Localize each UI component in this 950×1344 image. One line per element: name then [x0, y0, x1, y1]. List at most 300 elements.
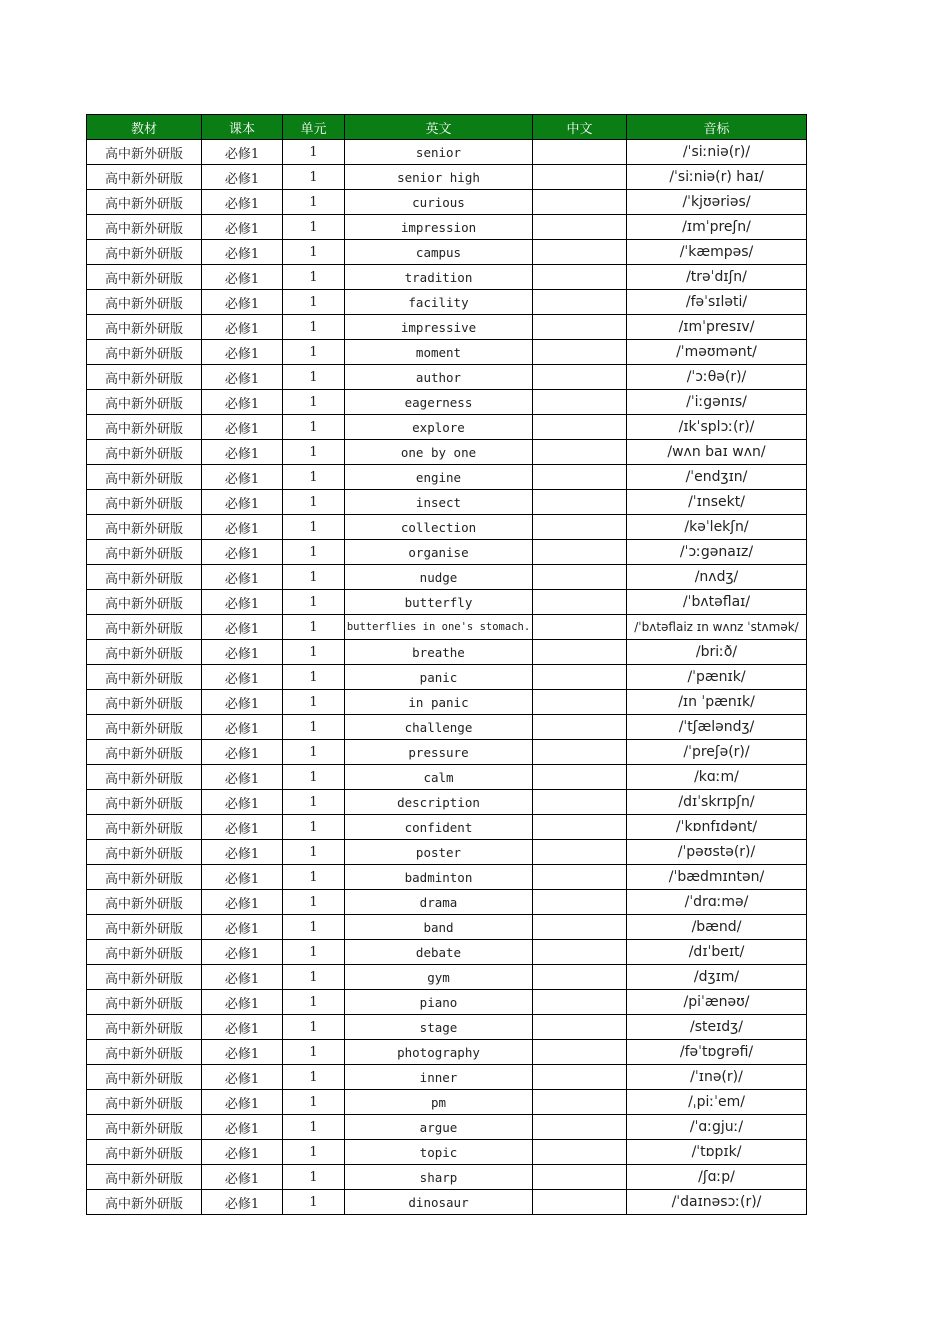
- cell-textbook: 高中新外研版: [87, 290, 202, 315]
- cell-textbook: 高中新外研版: [87, 240, 202, 265]
- cell-unit: 1: [283, 465, 345, 490]
- table-row: [87, 515, 807, 540]
- table-row: [87, 490, 807, 515]
- cell-unit: 1: [283, 690, 345, 715]
- cell-phonetic: /ˈɪnə(r)/: [627, 1065, 807, 1090]
- cell-textbook: 高中新外研版: [87, 565, 202, 590]
- table-row: [87, 1190, 807, 1215]
- cell-textbook: 高中新外研版: [87, 1165, 202, 1190]
- cell-course: 必修1: [202, 365, 283, 390]
- table-header: [87, 115, 807, 140]
- cell-english: butterflies in one's stomach.: [345, 615, 533, 640]
- cell-textbook: 高中新外研版: [87, 190, 202, 215]
- cell-textbook: 高中新外研版: [87, 465, 202, 490]
- cell-english: senior high: [345, 165, 533, 190]
- cell-chinese: [533, 615, 627, 640]
- cell-unit: 1: [283, 140, 345, 165]
- cell-unit: 1: [283, 715, 345, 740]
- cell-english: band: [345, 915, 533, 940]
- cell-english: inner: [345, 1065, 533, 1090]
- cell-course: 必修1: [202, 515, 283, 540]
- cell-course: 必修1: [202, 690, 283, 715]
- cell-english: author: [345, 365, 533, 390]
- cell-chinese: [533, 915, 627, 940]
- cell-unit: 1: [283, 940, 345, 965]
- cell-unit: 1: [283, 765, 345, 790]
- cell-chinese: [533, 240, 627, 265]
- column-header-course: 课本: [202, 115, 283, 140]
- cell-english: stage: [345, 1015, 533, 1040]
- cell-chinese: [533, 840, 627, 865]
- cell-textbook: 高中新外研版: [87, 615, 202, 640]
- cell-course: 必修1: [202, 990, 283, 1015]
- cell-course: 必修1: [202, 440, 283, 465]
- cell-unit: 1: [283, 840, 345, 865]
- table-row: [87, 215, 807, 240]
- cell-phonetic: /ˈbʌtəflaɪ/: [627, 590, 807, 615]
- cell-english: badminton: [345, 865, 533, 890]
- cell-phonetic: /ɪkˈsplɔː(r)/: [627, 415, 807, 440]
- cell-unit: 1: [283, 815, 345, 840]
- cell-unit: 1: [283, 740, 345, 765]
- cell-chinese: [533, 815, 627, 840]
- table-row: [87, 240, 807, 265]
- cell-chinese: [533, 190, 627, 215]
- cell-unit: 1: [283, 615, 345, 640]
- cell-english: debate: [345, 940, 533, 965]
- cell-textbook: 高中新外研版: [87, 1140, 202, 1165]
- table-row: [87, 1140, 807, 1165]
- cell-textbook: 高中新外研版: [87, 490, 202, 515]
- table-row: [87, 765, 807, 790]
- cell-chinese: [533, 1065, 627, 1090]
- cell-unit: 1: [283, 865, 345, 890]
- cell-unit: 1: [283, 915, 345, 940]
- cell-chinese: [533, 440, 627, 465]
- cell-chinese: [533, 215, 627, 240]
- cell-english: nudge: [345, 565, 533, 590]
- table-row: [87, 290, 807, 315]
- cell-english: tradition: [345, 265, 533, 290]
- cell-course: 必修1: [202, 815, 283, 840]
- cell-textbook: 高中新外研版: [87, 665, 202, 690]
- cell-course: 必修1: [202, 190, 283, 215]
- cell-phonetic: /dɪˈbeɪt/: [627, 940, 807, 965]
- cell-textbook: 高中新外研版: [87, 540, 202, 565]
- cell-textbook: 高中新外研版: [87, 915, 202, 940]
- cell-english: engine: [345, 465, 533, 490]
- cell-phonetic: /fəˈtɒgrəfi/: [627, 1040, 807, 1065]
- table-row: [87, 165, 807, 190]
- cell-course: 必修1: [202, 590, 283, 615]
- cell-textbook: 高中新外研版: [87, 515, 202, 540]
- cell-textbook: 高中新外研版: [87, 1090, 202, 1115]
- cell-textbook: 高中新外研版: [87, 265, 202, 290]
- cell-english: explore: [345, 415, 533, 440]
- cell-course: 必修1: [202, 565, 283, 590]
- cell-phonetic: /ˈkæmpəs/: [627, 240, 807, 265]
- cell-chinese: [533, 740, 627, 765]
- cell-course: 必修1: [202, 215, 283, 240]
- cell-textbook: 高中新外研版: [87, 965, 202, 990]
- cell-unit: 1: [283, 890, 345, 915]
- cell-unit: 1: [283, 565, 345, 590]
- table-row: [87, 265, 807, 290]
- cell-textbook: 高中新外研版: [87, 840, 202, 865]
- cell-chinese: [533, 515, 627, 540]
- cell-english: senior: [345, 140, 533, 165]
- cell-chinese: [533, 965, 627, 990]
- cell-phonetic: /ˈpəʊstə(r)/: [627, 840, 807, 865]
- table-row: [87, 1015, 807, 1040]
- cell-phonetic: /ˈpreʃə(r)/: [627, 740, 807, 765]
- table-row: [87, 990, 807, 1015]
- cell-english: in panic: [345, 690, 533, 715]
- cell-course: 必修1: [202, 265, 283, 290]
- cell-course: 必修1: [202, 615, 283, 640]
- cell-chinese: [533, 790, 627, 815]
- cell-english: butterfly: [345, 590, 533, 615]
- cell-english: breathe: [345, 640, 533, 665]
- cell-phonetic: /ˈɔːθə(r)/: [627, 365, 807, 390]
- cell-course: 必修1: [202, 540, 283, 565]
- cell-phonetic: /ˈɪnsekt/: [627, 490, 807, 515]
- table-row: [87, 865, 807, 890]
- table-row: [87, 840, 807, 865]
- table-row: [87, 790, 807, 815]
- cell-unit: 1: [283, 1165, 345, 1190]
- header-row: [87, 115, 807, 140]
- cell-phonetic: /ˈpænɪk/: [627, 665, 807, 690]
- cell-chinese: [533, 715, 627, 740]
- table-row: [87, 940, 807, 965]
- cell-phonetic: /ˈdrɑːmə/: [627, 890, 807, 915]
- cell-unit: 1: [283, 665, 345, 690]
- cell-chinese: [533, 765, 627, 790]
- cell-chinese: [533, 665, 627, 690]
- cell-unit: 1: [283, 265, 345, 290]
- cell-course: 必修1: [202, 1115, 283, 1140]
- cell-course: 必修1: [202, 415, 283, 440]
- cell-unit: 1: [283, 340, 345, 365]
- cell-unit: 1: [283, 1140, 345, 1165]
- cell-unit: 1: [283, 1040, 345, 1065]
- cell-chinese: [533, 365, 627, 390]
- cell-course: 必修1: [202, 915, 283, 940]
- cell-course: 必修1: [202, 315, 283, 340]
- cell-course: 必修1: [202, 765, 283, 790]
- table-row: [87, 615, 807, 640]
- table-row: [87, 690, 807, 715]
- cell-phonetic: /dɪˈskrɪpʃn/: [627, 790, 807, 815]
- table-row: [87, 340, 807, 365]
- cell-unit: 1: [283, 415, 345, 440]
- cell-phonetic: /wʌn baɪ wʌn/: [627, 440, 807, 465]
- cell-course: 必修1: [202, 640, 283, 665]
- cell-course: 必修1: [202, 390, 283, 415]
- cell-phonetic: /ˈdaɪnəsɔː(r)/: [627, 1190, 807, 1215]
- cell-english: facility: [345, 290, 533, 315]
- cell-course: 必修1: [202, 1090, 283, 1115]
- cell-chinese: [533, 890, 627, 915]
- cell-phonetic: /briːð/: [627, 640, 807, 665]
- table-row: [87, 715, 807, 740]
- cell-unit: 1: [283, 590, 345, 615]
- cell-chinese: [533, 1115, 627, 1140]
- cell-textbook: 高中新外研版: [87, 715, 202, 740]
- cell-textbook: 高中新外研版: [87, 590, 202, 615]
- cell-course: 必修1: [202, 1190, 283, 1215]
- cell-chinese: [533, 1090, 627, 1115]
- table-row: [87, 315, 807, 340]
- cell-textbook: 高中新外研版: [87, 1040, 202, 1065]
- cell-phonetic: /ɪmˈpresɪv/: [627, 315, 807, 340]
- cell-textbook: 高中新外研版: [87, 165, 202, 190]
- cell-english: piano: [345, 990, 533, 1015]
- cell-unit: 1: [283, 490, 345, 515]
- cell-english: gym: [345, 965, 533, 990]
- cell-course: 必修1: [202, 1065, 283, 1090]
- cell-chinese: [533, 140, 627, 165]
- cell-english: collection: [345, 515, 533, 540]
- table-row: [87, 440, 807, 465]
- cell-chinese: [533, 340, 627, 365]
- table-body: [87, 140, 807, 1215]
- cell-chinese: [533, 165, 627, 190]
- cell-course: 必修1: [202, 715, 283, 740]
- table-row: [87, 890, 807, 915]
- cell-chinese: [533, 590, 627, 615]
- table-row: [87, 365, 807, 390]
- cell-chinese: [533, 990, 627, 1015]
- cell-unit: 1: [283, 190, 345, 215]
- cell-phonetic: /ˈməʊmənt/: [627, 340, 807, 365]
- cell-english: dinosaur: [345, 1190, 533, 1215]
- table-row: [87, 390, 807, 415]
- cell-unit: 1: [283, 640, 345, 665]
- cell-phonetic: /fəˈsɪləti/: [627, 290, 807, 315]
- cell-textbook: 高中新外研版: [87, 1115, 202, 1140]
- cell-unit: 1: [283, 315, 345, 340]
- cell-course: 必修1: [202, 1140, 283, 1165]
- cell-chinese: [533, 565, 627, 590]
- cell-textbook: 高中新外研版: [87, 865, 202, 890]
- cell-chinese: [533, 690, 627, 715]
- cell-unit: 1: [283, 440, 345, 465]
- cell-chinese: [533, 1190, 627, 1215]
- column-header-phonetic: 音标: [627, 115, 807, 140]
- cell-phonetic: /ˈtɒpɪk/: [627, 1140, 807, 1165]
- cell-unit: 1: [283, 215, 345, 240]
- cell-english: campus: [345, 240, 533, 265]
- cell-unit: 1: [283, 540, 345, 565]
- cell-phonetic: /ˈbædmɪntən/: [627, 865, 807, 890]
- cell-chinese: [533, 865, 627, 890]
- cell-textbook: 高中新外研版: [87, 215, 202, 240]
- cell-textbook: 高中新外研版: [87, 940, 202, 965]
- cell-english: topic: [345, 1140, 533, 1165]
- cell-chinese: [533, 1040, 627, 1065]
- column-header-unit: 单元: [283, 115, 345, 140]
- cell-phonetic: /ˈkɒnfɪdənt/: [627, 815, 807, 840]
- cell-phonetic: /ʃɑːp/: [627, 1165, 807, 1190]
- table-row: [87, 1040, 807, 1065]
- cell-english: curious: [345, 190, 533, 215]
- cell-course: 必修1: [202, 140, 283, 165]
- cell-chinese: [533, 540, 627, 565]
- column-header-chinese: 中文: [533, 115, 627, 140]
- cell-phonetic: /ˈendʒɪn/: [627, 465, 807, 490]
- cell-unit: 1: [283, 790, 345, 815]
- cell-phonetic: /steɪdʒ/: [627, 1015, 807, 1040]
- cell-phonetic: /ˈsiːniə(r) haɪ/: [627, 165, 807, 190]
- cell-english: calm: [345, 765, 533, 790]
- table-row: [87, 190, 807, 215]
- cell-textbook: 高中新外研版: [87, 140, 202, 165]
- table-row: [87, 1115, 807, 1140]
- cell-textbook: 高中新外研版: [87, 340, 202, 365]
- column-header-textbook: 教材: [87, 115, 202, 140]
- table-row: [87, 740, 807, 765]
- cell-unit: 1: [283, 1190, 345, 1215]
- cell-textbook: 高中新外研版: [87, 740, 202, 765]
- cell-course: 必修1: [202, 1165, 283, 1190]
- table-row: [87, 540, 807, 565]
- cell-phonetic: /dʒɪm/: [627, 965, 807, 990]
- cell-textbook: 高中新外研版: [87, 415, 202, 440]
- cell-english: organise: [345, 540, 533, 565]
- cell-textbook: 高中新外研版: [87, 365, 202, 390]
- cell-phonetic: /ˈbʌtəflaiz ɪn wʌnz ˈstʌmək/: [627, 615, 807, 640]
- cell-phonetic: /ˈkjʊəriəs/: [627, 190, 807, 215]
- cell-course: 必修1: [202, 865, 283, 890]
- cell-phonetic: /piˈænəʊ/: [627, 990, 807, 1015]
- cell-textbook: 高中新外研版: [87, 1065, 202, 1090]
- cell-course: 必修1: [202, 1040, 283, 1065]
- cell-unit: 1: [283, 165, 345, 190]
- cell-english: photography: [345, 1040, 533, 1065]
- table-row: [87, 1065, 807, 1090]
- cell-textbook: 高中新外研版: [87, 765, 202, 790]
- cell-course: 必修1: [202, 165, 283, 190]
- cell-phonetic: /kəˈlekʃn/: [627, 515, 807, 540]
- cell-textbook: 高中新外研版: [87, 1015, 202, 1040]
- table-row: [87, 465, 807, 490]
- cell-course: 必修1: [202, 290, 283, 315]
- cell-course: 必修1: [202, 965, 283, 990]
- cell-unit: 1: [283, 1090, 345, 1115]
- cell-textbook: 高中新外研版: [87, 990, 202, 1015]
- table-row: [87, 1165, 807, 1190]
- cell-textbook: 高中新外研版: [87, 315, 202, 340]
- cell-textbook: 高中新外研版: [87, 890, 202, 915]
- cell-phonetic: /ˈɔːgənaɪz/: [627, 540, 807, 565]
- cell-unit: 1: [283, 965, 345, 990]
- cell-textbook: 高中新外研版: [87, 390, 202, 415]
- cell-unit: 1: [283, 290, 345, 315]
- cell-course: 必修1: [202, 490, 283, 515]
- cell-course: 必修1: [202, 340, 283, 365]
- cell-course: 必修1: [202, 240, 283, 265]
- cell-phonetic: /trəˈdɪʃn/: [627, 265, 807, 290]
- cell-phonetic: /ˌpiːˈem/: [627, 1090, 807, 1115]
- cell-chinese: [533, 265, 627, 290]
- cell-english: argue: [345, 1115, 533, 1140]
- cell-chinese: [533, 290, 627, 315]
- cell-english: pressure: [345, 740, 533, 765]
- cell-phonetic: /ˈiːgənɪs/: [627, 390, 807, 415]
- cell-phonetic: /ˈsiːniə(r)/: [627, 140, 807, 165]
- cell-english: moment: [345, 340, 533, 365]
- cell-phonetic: /ɪn ˈpænɪk/: [627, 690, 807, 715]
- cell-english: confident: [345, 815, 533, 840]
- cell-course: 必修1: [202, 740, 283, 765]
- vocabulary-table: [86, 114, 807, 1215]
- cell-english: challenge: [345, 715, 533, 740]
- cell-chinese: [533, 490, 627, 515]
- cell-unit: 1: [283, 240, 345, 265]
- cell-english: sharp: [345, 1165, 533, 1190]
- cell-chinese: [533, 940, 627, 965]
- cell-textbook: 高中新外研版: [87, 440, 202, 465]
- table-row: [87, 915, 807, 940]
- table-row: [87, 140, 807, 165]
- table-row: [87, 590, 807, 615]
- cell-english: description: [345, 790, 533, 815]
- cell-chinese: [533, 1015, 627, 1040]
- cell-english: one by one: [345, 440, 533, 465]
- cell-course: 必修1: [202, 465, 283, 490]
- cell-textbook: 高中新外研版: [87, 640, 202, 665]
- table-row: [87, 415, 807, 440]
- cell-english: impressive: [345, 315, 533, 340]
- cell-english: impression: [345, 215, 533, 240]
- cell-phonetic: /ˈɑːgjuː/: [627, 1115, 807, 1140]
- cell-phonetic: /nʌdʒ/: [627, 565, 807, 590]
- table-row: [87, 815, 807, 840]
- cell-unit: 1: [283, 390, 345, 415]
- cell-chinese: [533, 315, 627, 340]
- cell-course: 必修1: [202, 940, 283, 965]
- table-row: [87, 965, 807, 990]
- cell-english: insect: [345, 490, 533, 515]
- cell-english: panic: [345, 665, 533, 690]
- table-row: [87, 640, 807, 665]
- cell-chinese: [533, 640, 627, 665]
- cell-course: 必修1: [202, 840, 283, 865]
- cell-chinese: [533, 1165, 627, 1190]
- cell-phonetic: /kɑːm/: [627, 765, 807, 790]
- column-header-english: 英文: [345, 115, 533, 140]
- cell-phonetic: /ɪmˈpreʃn/: [627, 215, 807, 240]
- table-row: [87, 565, 807, 590]
- table-row: [87, 665, 807, 690]
- cell-textbook: 高中新外研版: [87, 1190, 202, 1215]
- cell-unit: 1: [283, 515, 345, 540]
- cell-course: 必修1: [202, 890, 283, 915]
- cell-english: eagerness: [345, 390, 533, 415]
- cell-chinese: [533, 415, 627, 440]
- cell-phonetic: /bænd/: [627, 915, 807, 940]
- cell-english: drama: [345, 890, 533, 915]
- cell-course: 必修1: [202, 1015, 283, 1040]
- cell-chinese: [533, 465, 627, 490]
- cell-english: pm: [345, 1090, 533, 1115]
- cell-english: poster: [345, 840, 533, 865]
- cell-chinese: [533, 1140, 627, 1165]
- cell-textbook: 高中新外研版: [87, 690, 202, 715]
- cell-unit: 1: [283, 990, 345, 1015]
